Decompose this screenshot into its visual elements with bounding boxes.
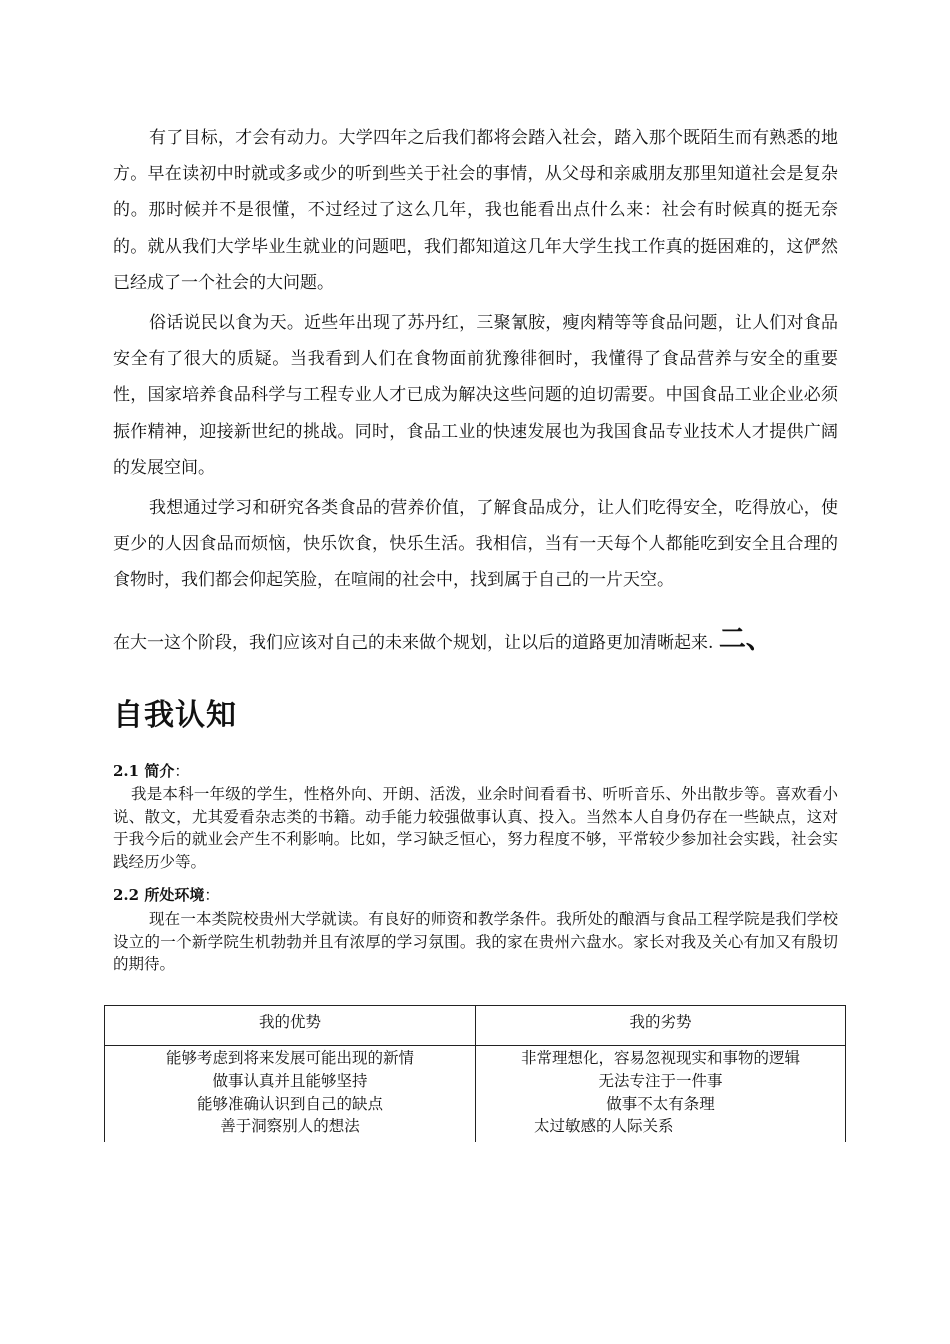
strength-cell: 做事认真并且能够坚持 <box>105 1069 476 1092</box>
section-title: 自我认知 <box>113 698 237 733</box>
weakness-cell: 无法专注于一件事 <box>476 1069 846 1092</box>
table-row <box>105 1046 846 1070</box>
header-strengths: 我的优势 <box>105 1006 476 1046</box>
table-row <box>105 1069 846 1092</box>
subheading-intro-label: 2.1 简介 <box>113 762 175 780</box>
subheading-intro <box>113 760 189 782</box>
paragraph-food-safety: 俗话说民以食为天。近些年出现了苏丹红，三聚氰胺，瘦肉精等等食品问题，让人们对食品安全有了很大的质疑。当我看到人们在食物面前犹豫徘徊时，我懂得了食品营养与安全的重要性，国家培养食品科学与工程专业人才已成为解决这些问题的迫切需要。中国食品工业企业必须振作精神，迎接新世纪的挑战。同时，食品工业的快速发展也为我国食品专业技术人才提供广阔的发展空间。 <box>113 313 838 478</box>
subheading-environment-label: 2.2 所处环境 <box>113 886 205 904</box>
table-row <box>105 1092 846 1115</box>
strength-cell: 善于洞察别人的想法 <box>105 1115 476 1142</box>
strength-cell: 能够准确认识到自己的缺点 <box>105 1092 476 1115</box>
plan-text: 在大一这个阶段，我们应该对自己的未来做个规划，让以后的道路更加清晰起来. <box>113 633 714 653</box>
subheading-intro-colon: ： <box>174 762 190 780</box>
weakness-cell: 太过敏感的人际关系 <box>476 1115 846 1142</box>
subheading-environment <box>113 884 219 906</box>
paragraph-aspiration: 我想通过学习和研究各类食品的营养价值，了解食品成分，让人们吃得安全，吃得放心，使更少的人因食品而烦恼，快乐饮食，快乐生活。我相信，当有一天每个人都能吃到安全且合理的食物时，我们都会仰起笑脸，在喧闹的社会中，找到属于自己的一片天空。 <box>113 498 838 591</box>
plan-line <box>113 620 843 663</box>
strengths-weaknesses-table <box>104 1005 846 1142</box>
header-weaknesses: 我的劣势 <box>476 1006 846 1046</box>
paragraph-goals: 有了目标，才会有动力。大学四年之后我们都将会踏入社会，踏入那个既陌生而有熟悉的地方。早在读初中时就或多或少的听到些关于社会的事情，从父母和亲戚朋友那里知道社会是复杂的。那时候并不是很懂，不过经过了这么几年，我也能看出点什么来：社会有时候真的挺无奈的。就从我们大学毕业生就业的问题吧，我们都知道这几年大学生找工作真的挺困难的，这俨然已经成了一个社会的大问题。 <box>113 128 838 293</box>
strength-cell: 能够考虑到将来发展可能出现的新情 <box>105 1046 476 1070</box>
table-row <box>105 1115 846 1142</box>
weakness-cell: 非常理想化，容易忽视现实和事物的逻辑 <box>476 1046 846 1070</box>
section-number: 二、 <box>718 624 773 655</box>
weakness-cell: 做事不太有条理 <box>476 1092 846 1115</box>
paragraph-environment: 现在一本类院校贵州大学就读。有良好的师资和教学条件。我所处的酿酒与食品工程学院是我们学校设立的一个新学院生机勃勃并且有浓厚的学习氛围。我的家在贵州六盘水。家长对我及关心有加又有殷切的期待。 <box>113 910 838 973</box>
subheading-environment-colon: ： <box>204 886 220 904</box>
paragraph-intro: 我是本科一年级的学生，性格外向、开朗、活泼，业余时间看看书、听听音乐、外出散步等。喜欢看小说、散文，尤其爱看杂志类的书籍。动手能力较强做事认真、投入。当然本人自身仍存在一些缺点，这对于我今后的就业会产生不利影响。比如，学习缺乏恒心，努力程度不够，平常较少参加社会实践，社会实践经历少等。 <box>113 785 838 871</box>
